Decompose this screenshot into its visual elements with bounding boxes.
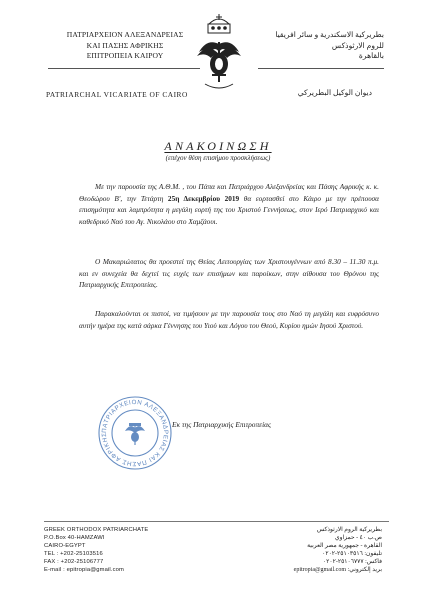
- header-arabic-line-3: بالقاهرة: [358, 51, 384, 60]
- paragraph-1-date: 25η Δεκεμβρίου 2019: [167, 193, 240, 203]
- header-greek-line-2: ΚΑΙ ΠΑΣΗΣ ΑΦΡΙΚΗΣ: [86, 40, 164, 50]
- paragraph-1-text-a: Με την παρουσία της Α.Θ.Μ. , του Πάπα και Πατριάρχου Αλεξανδρείας και Πάσης Αφρικής κ. κ. Θεοδώρου Β', την Τετάρτη: [79, 182, 379, 203]
- footer-english: [44, 526, 148, 575]
- footer-english-line-3: CAIRO-EGYPT: [44, 543, 86, 550]
- header-english: PATRIARCHAL VICARIATE OF CAIRO: [46, 90, 188, 99]
- header-arabic: [244, 30, 384, 62]
- paragraph-2: Ο Μακαριώτατος θα προεστεί της Θείας Λειτουργίας των Χριστουγέννων από 8.30 – 11.30 π.μ. και εν συνεχεία θα δεχτεί τις ευχές των επισήμων και παροίκων, στην αίθουσα του Θρόνου της Πατριαρχικής Επιτροπείας.: [79, 257, 379, 290]
- header-greek-line-3: ΕΠΙΤΡΟΠΕΙΑ ΚΑΙΡΟΥ: [86, 51, 164, 60]
- header-divider-right: [258, 68, 384, 69]
- announcement-subtitle: (επέχον θέση επισήμου προσκλήσεως): [165, 154, 271, 162]
- stamp-emblem-icon: [125, 423, 145, 445]
- header-arabic-line-2: للروم الارثوذكس: [331, 40, 384, 50]
- footer-english-line-2: P.O.Box 40-HAMZAWI: [44, 535, 105, 542]
- footer-arabic-line-3: القاهرة - جمهورية مصر العربية: [307, 543, 382, 550]
- footer-arabic-line-6: بريد إلكتروني: epitropia@gmail.com: [293, 567, 382, 574]
- footer-divider: [44, 521, 389, 522]
- header-greek: [50, 30, 200, 62]
- header-greek-line-1: ΠΑΤΡΙΑΡΧΕΙΟΝ ΑΛΕΞΑΝΔΡΕΙΑΣ: [66, 30, 184, 39]
- paragraph-1-text-b: θα εορτασθεί στο Κάιρο με την πρέπουσα επισημότητα και λαμπρότητα η μεγάλη εορτή της του Χριστού Γεννήσεως, στον Ιερό Πατριαρχικό και καθεδρικό Ναό του Αγ. Νικολάου στο Χαμζάουι.: [79, 193, 379, 226]
- patriarchate-crest-icon: [193, 12, 245, 92]
- footer-english-line-6: E-mail : epitropia@gmail.com: [44, 567, 124, 574]
- header-arabic-bottom: ديوان الوكيل البطريركي: [297, 88, 372, 97]
- paragraph-3: Παρακαλούνται οι πιστοί, να τιμήσουν με την παρουσία τους στο Ναό τη μεγάλη και ευφρόσυνο αυτήν ημέρα της κατά σάρκα Γέννησης του Υιού και Λόγου του Θεού, Κυρίου ημών Ιησού Χριστού.: [79, 309, 379, 330]
- footer-arabic-line-4: تليفون: ٢٥١٠٣٥١٦-٠٢٠٢: [322, 551, 382, 558]
- footer-english-line-4: TEL : +202-25103516: [44, 551, 103, 558]
- footer-arabic: [294, 526, 382, 575]
- footer-arabic-line-5: فاكس: ٢٥١٠٦٧٧٧-٠٢٠٢: [322, 559, 382, 566]
- footer-arabic-line-2: ص.ب ٤٠ - حمزاوي: [334, 535, 382, 542]
- footer-english-line-5: FAX : +202-25106777: [44, 559, 104, 566]
- paragraph-1: [79, 181, 379, 227]
- official-stamp: [97, 395, 173, 471]
- header-arabic-line-1: بطريركية الاسكندرية و سائر افريقيا: [275, 30, 384, 39]
- announcement-title: ΑΝΑΚΟΙΝΩΣΗ: [164, 139, 272, 153]
- footer-english-line-1: GREEK ORTHODOX PATRIARCHATE: [44, 527, 149, 533]
- signature-line: Εκ της Πατριαρχικής Επιτροπείας: [172, 420, 272, 429]
- stamp-ring-text: ΠΑΤΡΙΑΡΧΕΙΟΝ ΑΛΕΞΑΝΔΡΕΙΑΣ ΚΑΙ ΠΑΣΗΣ ΑΦΡΙΚΗΣ: [100, 398, 170, 468]
- header-divider-left: [48, 68, 200, 69]
- footer-arabic-line-1: بطريركية الروم الارثوذكس: [316, 527, 382, 533]
